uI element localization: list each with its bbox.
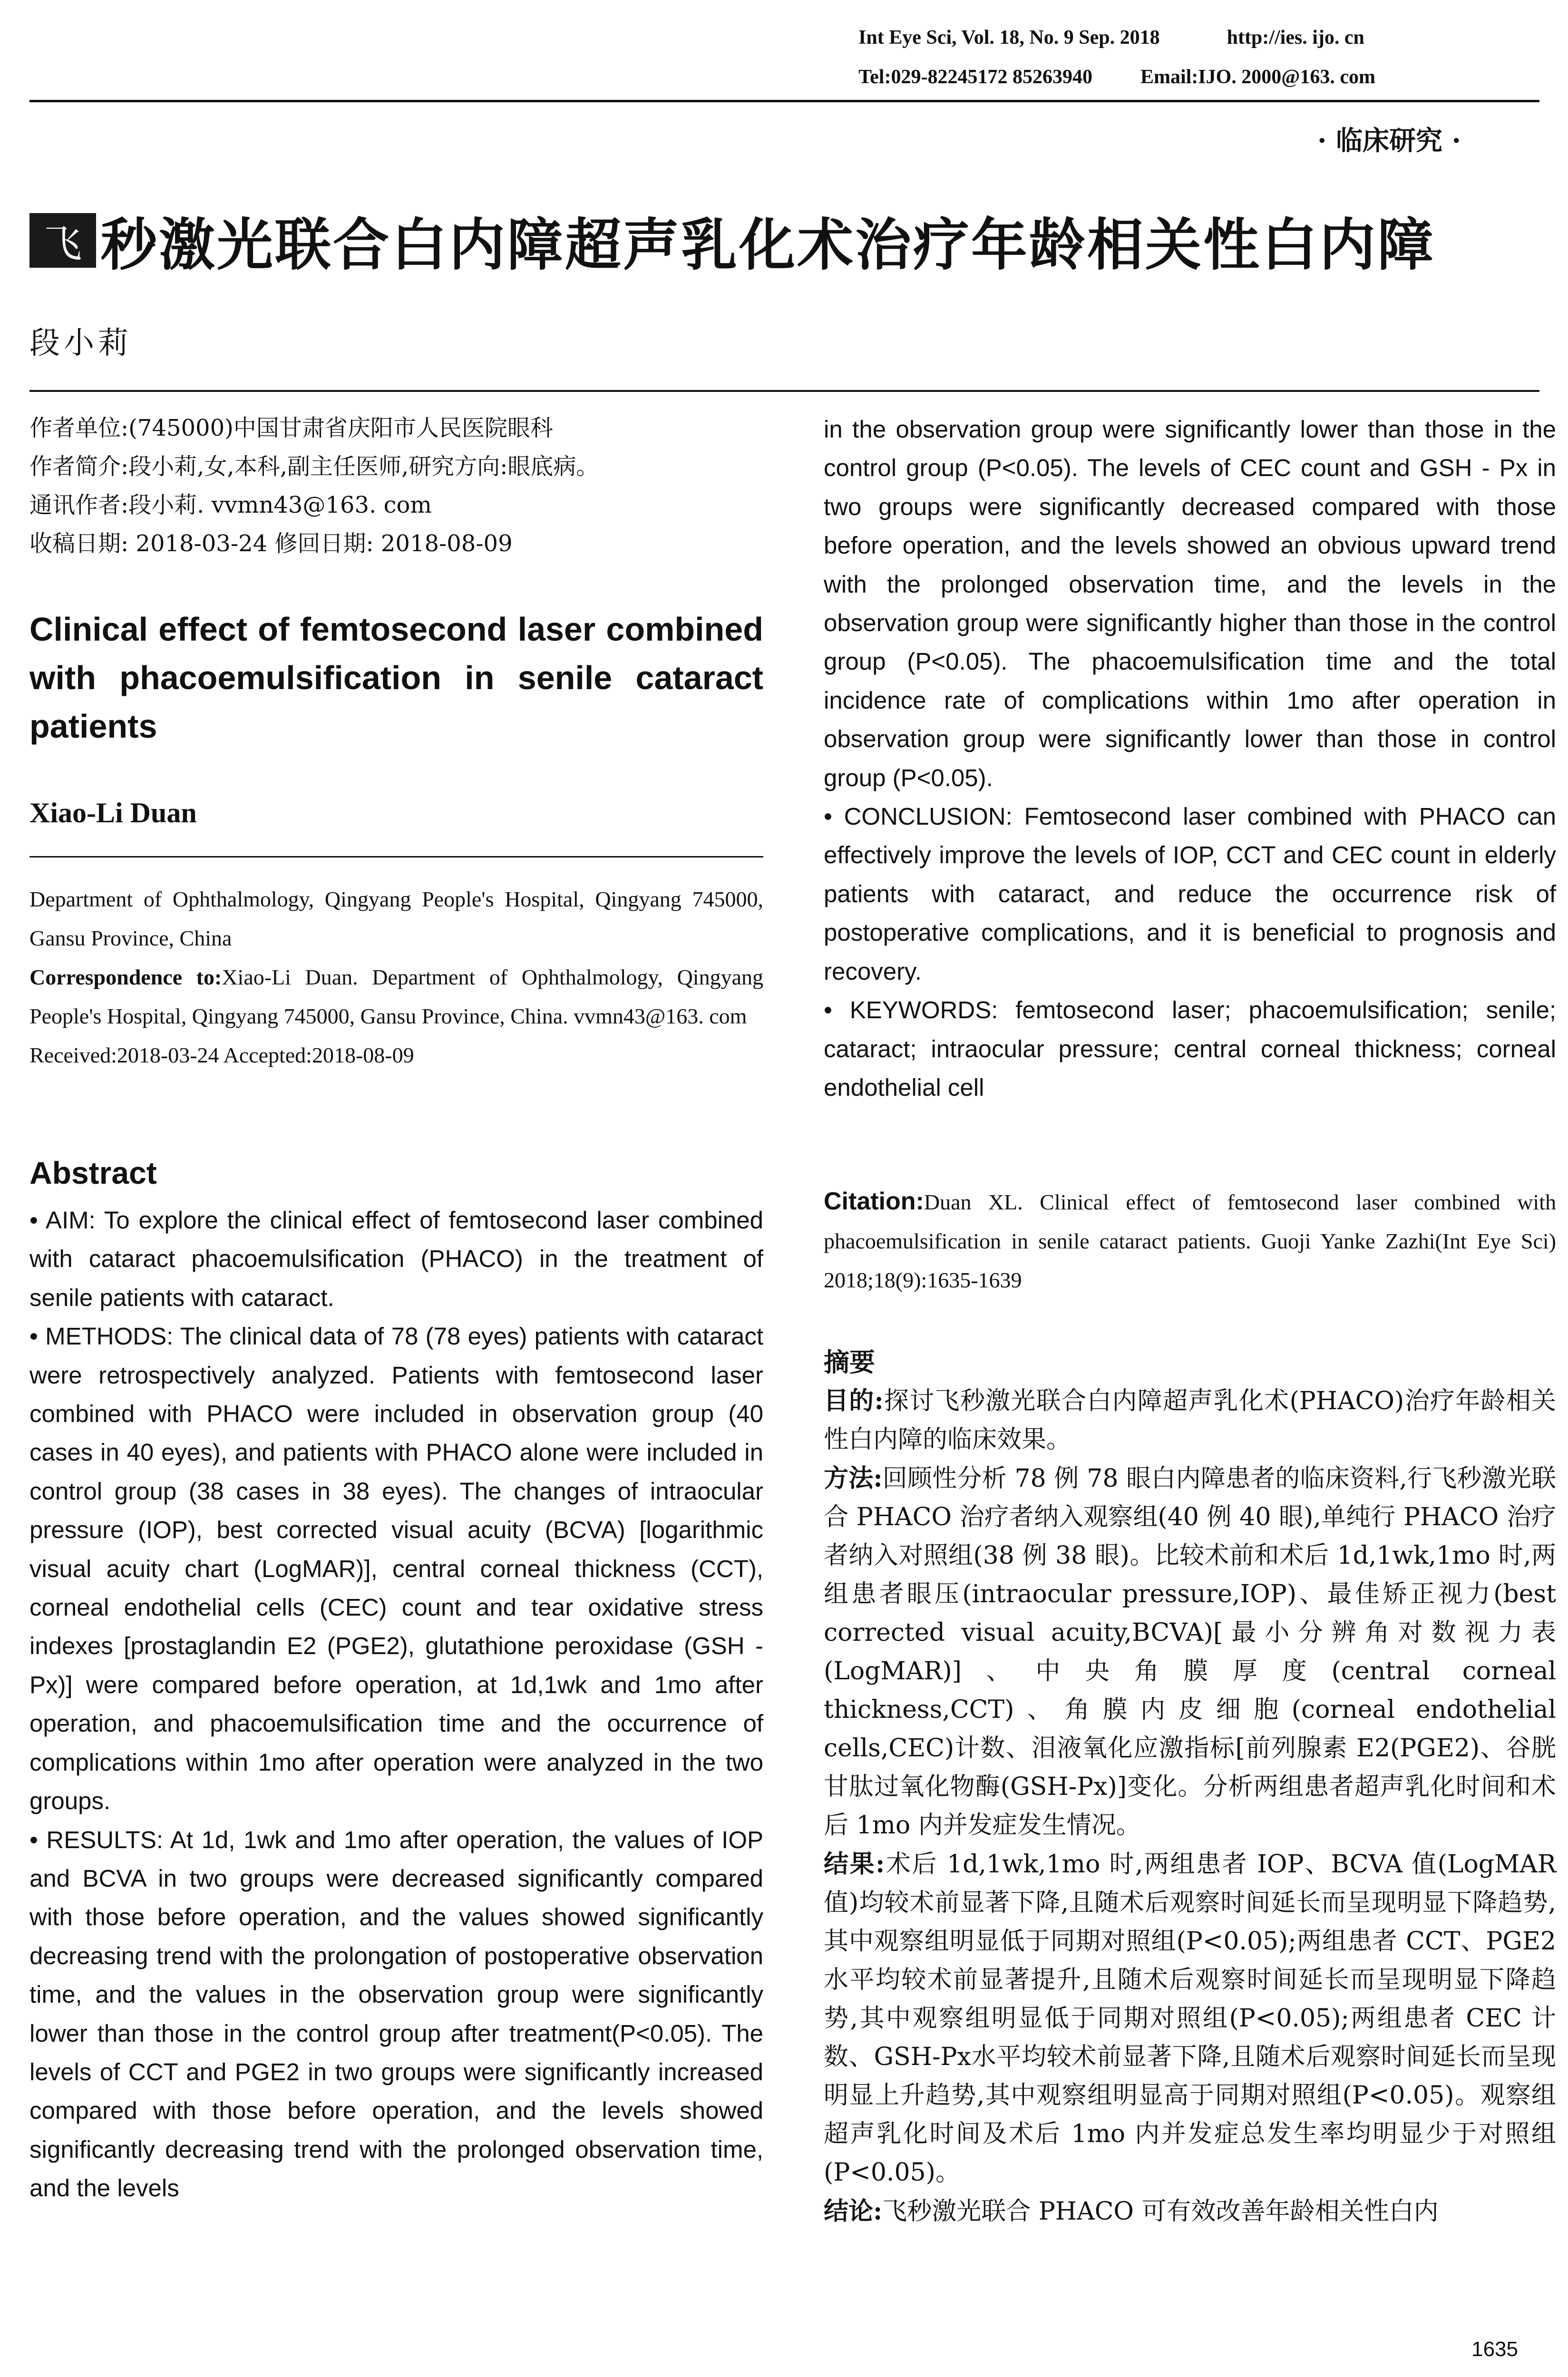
zh-results-label: 结果: [824,1850,885,1879]
section-tag: · 临床研究 · [1317,125,1461,156]
zh-aim [824,1382,1556,1459]
journal-tel: Tel:029-82245172 85263940 [858,66,1092,88]
zh-conclusion-label: 结论: [824,2197,883,2226]
title-logo-icon: 飞 [29,213,96,268]
author-intro: 作者简介:段小莉,女,本科,副主任医师,研究方向:眼底病。 [29,453,599,480]
zh-conclusion-text: 飞秒激光联合 PHACO 可有效改善年龄相关性白内 [882,2197,1439,2226]
abstract-results: • RESULTS: At 1d, 1wk and 1mo after operation, the values of IOP and BCVA in two groups were decreased significantly compared with those before operation, and the values showed significantly decreasing trend with the prolongation of postoperative observation time, and the values in the observation group were significantly lower than those in the control group after treatment(P<0.05). The levels of CCT and PGE2 in two groups were significantly increased compared with those before operation, and the levels showed significantly decreasing trend with the prolonged observation time, and the levels [29,1826,763,2202]
citation [824,1182,1556,1300]
zh-aim-text: 探讨飞秒激光联合白内障超声乳化术(PHACO)治疗年龄相关性白内障的临床效果。 [824,1387,1556,1454]
author-unit: 作者单位:(745000)中国甘肃省庆阳市人民医院眼科 [29,415,553,441]
abstract-left [29,1201,763,2208]
english-title: Clinical effect of femtosecond laser combined with phacoemulsification in senile cataract patients [29,611,763,745]
cn-meta [29,409,763,563]
cn-dates: 收稿日期: 2018-03-24 修回日期: 2018-08-09 [29,530,513,557]
received-accepted: Received:2018-03-24 Accepted:2018-08-09 [29,1043,414,1067]
zh-methods [824,1459,1556,1845]
zh-aim-label: 目的: [824,1386,884,1415]
abstract-keywords: • KEYWORDS: femtosecond laser; phacoemulsification; senile; cataract; intraocular pressure; central corneal thickness; corneal endothelial cell [824,996,1556,1101]
correspondence [29,958,763,1036]
abstract-aim: • AIM: To explore the clinical effect of femtosecond laser combined with cataract phacoemulsification (PHACO) in the treatment of senile patients with cataract. [29,1207,763,1311]
corresponding-author: 通讯作者:段小莉. vvmn43@163. com [29,492,432,518]
correspondence-text: Xiao-Li Duan. Department of Ophthalmology, Qingyang People's Hospital, Qingyang 745000, Gansu Province, China. vvmn43@163. com [29,965,764,1028]
abstract-conclusion: • CONCLUSION: Femtosecond laser combined with PHACO can effectively improve the levels of IOP, CCT and CEC count in elderly patients with cataract, and reduce the occurrence risk of postoperative complications, and it is beneficial to prognosis and recovery. [824,803,1556,985]
citation-text: Duan XL. Clinical effect of femtosecond laser combined with phacoemulsification in senile cataract patients. Guoji Yanke Zazhi(Int Eye Sci) 2018;18(9):1635-1639 [824,1190,1556,1292]
journal-url[interactable]: http://ies. ijo. cn [1227,27,1364,49]
zh-methods-label: 方法: [824,1464,883,1493]
abstract-right [824,410,1556,1107]
page-number: 1635 [1471,2338,1518,2361]
citation-label: Citation: [824,1188,924,1215]
zh-abstract [824,1382,1556,2231]
journal-header-line1 [858,26,1364,49]
zh-methods-text: 回顾性分析 78 例 78 眼白内障患者的临床资料,行飞秒激光联合 PHACO 治疗者纳入观察组(40 例 40 眼),单纯行 PHACO 治疗者纳入对照组(38 例 38 眼)。比较术前和术后 1d,1wk,1mo 时,两组患者眼压(intraocular pressure,IOP)、最佳矫正视力(best corrected visual acuity,BCVA)[最小分辨角对数视力表(LogMAR)]、中央角膜厚度(central corneal thickness,CCT)、角膜内皮细胞(corneal endothelial cells,CEC)计数、泪液氧化应激指标[前列腺素 E2(PGE2)、谷胱甘肽过氧化物酶(GSH-Px)]变化。分析两组患者超声乳化时间和术后 1mo 内并发症发生情况。 [824,1464,1557,1840]
zh-results [824,1845,1556,2192]
article-title-row [29,205,1539,276]
abstract-methods: • METHODS: The clinical data of 78 (78 eyes) patients with cataract were retrospectively analyzed. Patients with femtosecond laser combined with PHACO were included in observation group (40 cases in 40 eyes), and patients with PHACO alone were included in control group (38 cases in 38 eyes). The changes of intraocular pressure (IOP), best corrected visual acuity (BCVA) [logarithmic visual acuity chart (LogMAR)], central corneal thickness (CCT), corneal endothelial cells (CEC) count and tear oxidative stress indexes [prostaglandin E2 (PGE2), glutathione peroxidase (GSH - Px)] were compared before operation, at 1d,1wk and 1mo after operation, and phacoemulsification time and the occurrence of complications within 1mo after operation were analyzed in the two groups. [29,1323,763,1815]
affiliation [29,880,763,1075]
header-rule [29,100,1539,102]
correspondence-label: Correspondence to: [29,965,222,989]
english-author: Xiao-Li Duan [29,797,197,828]
article-title: 秒激光联合白内障超声乳化术治疗年龄相关性白内障 [101,212,1436,278]
abstract-heading: Abstract [29,1155,157,1190]
journal-header-line2 [858,66,1375,88]
abstract-results-continued: in the observation group were significantly lower than those in the control group (P<0.05). The levels of CEC count and GSH - Px in two groups were significantly decreased compared with those before operation, and the levels showed an obvious upward trend with the prolonged observation time, and the levels in the observation group were significantly higher than those in the control group (P<0.05). The phacoemulsification time and the total incidence rate of complications within 1mo after operation in observation group were significantly lower than those in control group (P<0.05). [824,416,1556,791]
author-rule [29,856,763,857]
department: Department of Ophthalmology, Qingyang People's Hospital, Qingyang 745000, Gansu Province, China [29,887,763,950]
zh-abstract-heading: 摘要 [824,1347,875,1377]
journal-citation: Int Eye Sci, Vol. 18, No. 9 Sep. 2018 [858,27,1160,49]
zh-conclusion [824,2192,1556,2231]
author-cn: 段小莉 [29,326,132,361]
journal-email[interactable]: Email:IJO. 2000@163. com [1140,66,1375,88]
title-rule [29,390,1539,392]
zh-results-text: 术后 1d,1wk,1mo 时,两组患者 IOP、BCVA 值(LogMAR 值)均较术前显著下降,且随术后观察时间延长而呈现明显下降趋势,其中观察组明显低于同期对照组(P<0.05);两组患者 CCT、PGE2水平均较术前显著提升,且随术后观察时间延长而呈现明显下降趋势,其中观察组明显低于同期对照组(P<0.05);两组患者 CEC 计数、GSH-Px水平均较术前显著下降,且随术后观察时间延长而呈现明显上升趋势,其中观察组明显高于同期对照组(P<0.05)。观察组超声乳化时间及术后 1mo 内并发症总发生率均明显少于对照组(P<0.05)。 [824,1850,1556,2187]
